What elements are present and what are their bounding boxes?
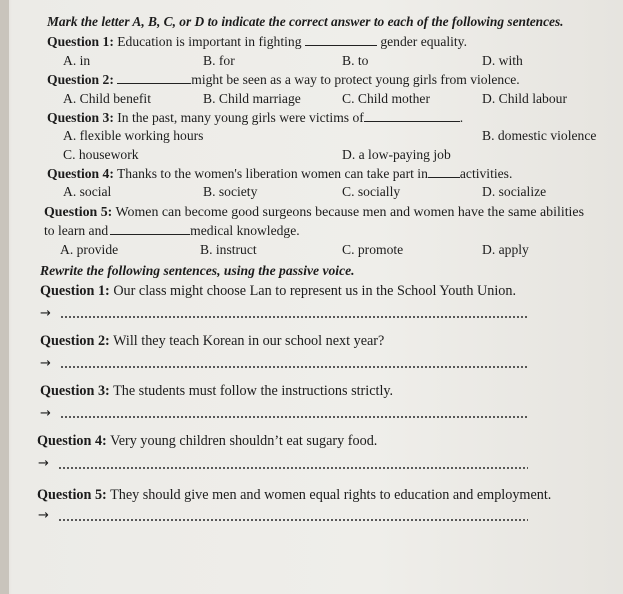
- question-label: Question 3:: [47, 110, 114, 125]
- arrow-icon: →: [40, 306, 51, 321]
- answer-line[interactable]: [60, 366, 528, 368]
- question-text: Will they teach Korean in our school next year?: [113, 333, 385, 349]
- arrow-icon: →: [40, 406, 51, 421]
- question-text: gender equality.: [380, 34, 467, 49]
- option-d: D. a low-paying job: [342, 147, 451, 162]
- question-label: Question 3:: [40, 383, 110, 399]
- answer-line[interactable]: [60, 416, 528, 418]
- option-b: B. Child marriage: [203, 91, 301, 106]
- question-text: Thanks to the women's liberation women can take part in: [117, 166, 428, 181]
- option-d: D. apply: [482, 242, 529, 257]
- mc-question-1: [47, 34, 467, 50]
- question-text: to learn and: [44, 223, 109, 238]
- answer-blank: [428, 166, 460, 178]
- option-a: A. Child benefit: [63, 91, 151, 106]
- rewrite-question-2: [40, 333, 384, 349]
- answer-blank: [364, 110, 460, 122]
- option-b: B. instruct: [200, 242, 257, 257]
- question-label: Question 4:: [37, 433, 107, 449]
- question-label: Question 1:: [40, 283, 110, 299]
- answer-blank: [117, 72, 191, 84]
- question-text: In the past, many young girls were victims of: [117, 110, 364, 125]
- rewrite-question-1: [40, 283, 516, 299]
- option-b: B. for: [203, 53, 235, 68]
- option-d: D. Child labour: [482, 91, 567, 106]
- mc-instruction: Mark the letter A, B, C, or D to indicate the correct answer to each of the following sentences.: [47, 14, 564, 29]
- arrow-icon: →: [38, 508, 49, 523]
- question-label: Question 1:: [47, 34, 114, 49]
- question-text: activities.: [459, 166, 513, 181]
- question-text: They should give men and women equal rights to education and employment.: [110, 487, 552, 503]
- question-text: might be seen as a way to protect young girls from violence.: [191, 72, 520, 87]
- question-text: medical knowledge.: [190, 223, 300, 238]
- option-b: B. society: [203, 184, 258, 199]
- option-a: A. flexible working hours: [63, 128, 204, 143]
- question-label: Question 4:: [47, 166, 114, 181]
- option-d: D. socialize: [482, 184, 547, 199]
- page-edge: [0, 0, 9, 594]
- option-c: C. housework: [63, 147, 139, 162]
- option-c: B. to: [342, 53, 369, 68]
- rewrite-question-4: [37, 433, 377, 449]
- mc-question-3: [47, 110, 463, 126]
- option-c: C. Child mother: [342, 91, 430, 106]
- mc-question-2: [47, 72, 520, 88]
- answer-line[interactable]: [58, 467, 528, 469]
- rewrite-instruction: Rewrite the following sentences, using the passive voice.: [40, 263, 355, 278]
- question-text: Education is important in fighting: [117, 34, 302, 49]
- mc-question-5: [44, 205, 584, 221]
- rewrite-question-5: [37, 487, 551, 503]
- question-label: Question 2:: [40, 333, 110, 349]
- mc-question-4: [47, 166, 512, 182]
- option-c: C. socially: [342, 184, 401, 199]
- question-text: .: [459, 110, 464, 125]
- answer-blank: [110, 223, 190, 235]
- question-label: Question 2:: [47, 72, 114, 87]
- question-label: Question 5:: [44, 205, 113, 220]
- option-a: A. provide: [60, 242, 119, 257]
- option-a: A. in: [63, 53, 91, 68]
- arrow-icon: →: [38, 456, 49, 471]
- option-c: C. promote: [342, 242, 404, 257]
- question-text: Very young children shouldn’t eat sugary food.: [110, 433, 378, 449]
- answer-line[interactable]: [58, 519, 528, 521]
- option-a: A. social: [63, 184, 112, 199]
- question-text: Women can become good surgeons because men and women have the same abilities: [115, 205, 584, 220]
- rewrite-question-3: [40, 383, 393, 399]
- question-text: The students must follow the instructions strictly.: [113, 383, 394, 399]
- question-text: Our class might choose Lan to represent us in the School Youth Union.: [113, 283, 517, 299]
- option-b: B. domestic violence: [482, 128, 597, 143]
- arrow-icon: →: [40, 356, 51, 371]
- option-d: D. with: [482, 53, 523, 68]
- answer-line[interactable]: [60, 316, 528, 318]
- mc-question-5-cont: [44, 223, 300, 239]
- question-label: Question 5:: [37, 487, 107, 503]
- answer-blank: [305, 34, 377, 46]
